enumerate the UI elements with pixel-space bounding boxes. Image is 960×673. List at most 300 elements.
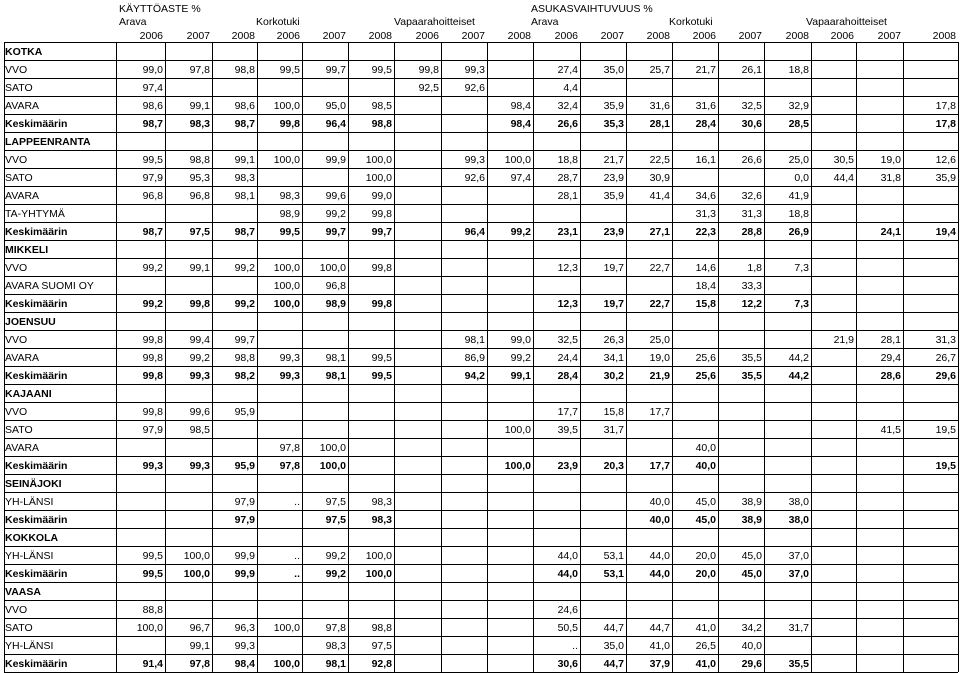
table-cell: 16,1 — [695, 154, 716, 166]
subgroup-header: Vapaarahoitteiset — [806, 16, 887, 28]
table-cell: 20,3 — [603, 460, 624, 472]
table-cell: 98,5 — [189, 424, 210, 436]
table-cell: 96,8 — [142, 190, 163, 202]
table-cell: 97,8 — [189, 64, 210, 76]
year-header: 2006 — [415, 30, 439, 42]
column-divider — [212, 42, 213, 672]
table-cell: 91,4 — [142, 658, 163, 670]
table-cell: 97,5 — [189, 226, 210, 238]
table-cell: 97,8 — [325, 622, 346, 634]
table-cell: 99,1 — [189, 262, 210, 274]
year-header: 2006 — [276, 30, 300, 42]
table-cell: 99,2 — [325, 208, 346, 220]
table-cell: 98,1 — [325, 352, 346, 364]
table-cell: 97,9 — [142, 172, 163, 184]
table-cell: 99,2 — [510, 352, 531, 364]
table-cell: 34,2 — [741, 622, 762, 634]
table-cell: 27,1 — [649, 226, 670, 238]
row-divider — [4, 96, 958, 97]
table-cell: 24,6 — [557, 604, 578, 616]
table-cell: 96,4 — [464, 226, 485, 238]
table-cell: 98,3 — [189, 118, 210, 130]
table-cell: 45,0 — [741, 550, 762, 562]
year-header: 2008 — [507, 30, 531, 42]
table-cell: 100,0 — [319, 460, 346, 472]
table-cell: 35,5 — [788, 658, 809, 670]
subgroup-header: Arava — [119, 16, 147, 28]
table-cell: 99,9 — [234, 568, 255, 580]
table-cell: 99,2 — [189, 352, 210, 364]
table-cell: 23,9 — [603, 226, 624, 238]
table-cell: 99,4 — [189, 334, 210, 346]
table-cell: 98,2 — [234, 370, 255, 382]
row-divider — [4, 348, 958, 349]
table-cell: 37,9 — [649, 658, 670, 670]
table-cell: 21,7 — [603, 154, 624, 166]
table-cell: 7,3 — [794, 298, 809, 310]
row-label: SATO — [5, 622, 33, 634]
table-cell: 99,5 — [142, 154, 163, 166]
table-cell: 12,2 — [741, 298, 762, 310]
table-cell: 39,5 — [557, 424, 578, 436]
table-cell: 17,7 — [649, 460, 670, 472]
table-cell: 22,7 — [649, 298, 670, 310]
table-cell: 99,3 — [464, 64, 485, 76]
table-cell: 38,9 — [741, 514, 762, 526]
table-cell: 44,2 — [788, 352, 809, 364]
table-cell: 98,7 — [234, 226, 255, 238]
table-cell: 34,1 — [603, 352, 624, 364]
column-divider — [348, 42, 349, 672]
table-cell: 22,3 — [695, 226, 716, 238]
table-cell: 99,1 — [189, 640, 210, 652]
table-cell: 98,9 — [325, 298, 346, 310]
table-cell: 35,9 — [935, 172, 956, 184]
table-cell: 92,6 — [464, 172, 485, 184]
table-cell: 98,1 — [325, 658, 346, 670]
row-divider — [4, 384, 958, 385]
row-label: AVARA — [5, 442, 40, 454]
table-cell: 44,0 — [557, 568, 578, 580]
table-cell: 99,0 — [510, 334, 531, 346]
table-cell: 30,5 — [833, 154, 854, 166]
total-row-label: Keskimäärin — [5, 370, 68, 382]
row-label: SATO — [5, 424, 33, 436]
table-cell: 45,0 — [695, 496, 716, 508]
table-cell: 23,1 — [557, 226, 578, 238]
row-label: AVARA SUOMI OY — [5, 280, 94, 292]
row-label: YH-LÄNSI — [5, 550, 54, 562]
table-cell: 99,5 — [279, 64, 300, 76]
table-cell: 100,0 — [183, 550, 210, 562]
table-cell: 20,0 — [695, 550, 716, 562]
table-cell: 26,3 — [603, 334, 624, 346]
row-divider — [4, 150, 958, 151]
section-header: VAASA — [5, 586, 41, 598]
table-cell: 99,7 — [234, 334, 255, 346]
table-cell: 100,0 — [273, 622, 300, 634]
column-divider — [811, 42, 812, 672]
table-cell: 98,8 — [234, 64, 255, 76]
row-label: VVO — [5, 64, 28, 76]
table-cell: 98,4 — [510, 118, 531, 130]
table-cell: 28,6 — [880, 370, 901, 382]
table-cell: 41,0 — [695, 658, 716, 670]
table-cell: 35,0 — [603, 64, 624, 76]
table-cell: 100,0 — [183, 568, 210, 580]
table-cell: 99,8 — [142, 352, 163, 364]
year-header: 2008 — [231, 30, 255, 42]
row-divider — [4, 456, 958, 457]
column-divider — [394, 42, 395, 672]
table-cell: 32,6 — [741, 190, 762, 202]
table-cell: 97,5 — [371, 640, 392, 652]
table-cell: 99,8 — [142, 406, 163, 418]
row-divider — [4, 654, 958, 655]
table-cell: 92,5 — [418, 82, 439, 94]
table-cell: 97,4 — [510, 172, 531, 184]
year-header: 2007 — [186, 30, 210, 42]
row-divider — [4, 510, 958, 511]
row-divider — [4, 132, 958, 133]
row-divider — [4, 402, 958, 403]
table-cell: 100,0 — [273, 262, 300, 274]
row-label: YH-LÄNSI — [5, 496, 54, 508]
table-cell: 23,9 — [557, 460, 578, 472]
total-row-label: Keskimäärin — [5, 658, 68, 670]
table-cell: 45,0 — [741, 568, 762, 580]
table-cell: 30,6 — [741, 118, 762, 130]
table-cell: 99,3 — [279, 370, 300, 382]
table-cell: 97,9 — [234, 514, 255, 526]
table-cell: 99,2 — [325, 550, 346, 562]
table-cell: 35,5 — [741, 370, 762, 382]
table-cell: 99,6 — [189, 406, 210, 418]
table-cell: 37,0 — [788, 568, 809, 580]
row-divider — [4, 168, 958, 169]
year-header: 2007 — [877, 30, 901, 42]
column-divider — [580, 42, 581, 672]
year-header: 2008 — [785, 30, 809, 42]
table-cell: 12,6 — [935, 154, 956, 166]
table-cell: 100,0 — [273, 154, 300, 166]
row-divider — [4, 240, 958, 241]
row-divider — [4, 294, 958, 295]
table-cell: 41,5 — [880, 424, 901, 436]
table-cell: 99,8 — [418, 64, 439, 76]
table-cell: 28,1 — [649, 118, 670, 130]
table-cell: 18,8 — [788, 208, 809, 220]
table-cell: 35,5 — [741, 352, 762, 364]
table-cell: 98,8 — [371, 622, 392, 634]
table-cell: 25,0 — [788, 154, 809, 166]
table-cell: 22,5 — [649, 154, 670, 166]
subgroup-header: Korkotuki — [256, 16, 300, 28]
table-cell: 99,9 — [325, 154, 346, 166]
table-cell: 31,8 — [880, 172, 901, 184]
table-cell: 98,6 — [142, 100, 163, 112]
table-cell: 1,8 — [747, 262, 762, 274]
column-divider — [672, 42, 673, 672]
table-cell: 26,6 — [741, 154, 762, 166]
table-cell: 98,8 — [371, 118, 392, 130]
table-cell: 31,7 — [788, 622, 809, 634]
table-cell: 97,9 — [234, 496, 255, 508]
table-cell: 99,8 — [142, 334, 163, 346]
table-cell: 99,2 — [142, 262, 163, 274]
column-divider — [718, 42, 719, 672]
table-cell: 30,2 — [603, 370, 624, 382]
year-header: 2008 — [932, 30, 956, 42]
section-header: LAPPEENRANTA — [5, 136, 91, 148]
section-header: MIKKELI — [5, 244, 49, 256]
table-cell: 98,1 — [325, 370, 346, 382]
row-divider — [4, 636, 958, 637]
table-cell: 44,2 — [788, 370, 809, 382]
row-label: AVARA — [5, 352, 40, 364]
table-cell: 96,7 — [189, 622, 210, 634]
row-divider — [4, 258, 958, 259]
column-divider — [4, 42, 5, 672]
section-header: KOTKA — [5, 46, 43, 58]
table-cell: 98,4 — [510, 100, 531, 112]
row-divider — [4, 474, 958, 475]
table-cell: .. — [294, 568, 300, 580]
table-cell: 17,7 — [557, 406, 578, 418]
column-divider — [487, 42, 488, 672]
row-label: VVO — [5, 262, 28, 274]
column-divider — [441, 42, 442, 672]
table-cell: 100,0 — [273, 280, 300, 292]
table-cell: 98,7 — [142, 118, 163, 130]
table-cell: .. — [294, 550, 300, 562]
table-cell: 98,7 — [142, 226, 163, 238]
row-divider — [4, 312, 958, 313]
table-cell: 100,0 — [273, 658, 300, 670]
table-cell: 100,0 — [319, 262, 346, 274]
table-cell: 99,2 — [234, 298, 255, 310]
table-cell: 99,3 — [189, 370, 210, 382]
table-cell: 100,0 — [365, 568, 392, 580]
group-header-asukasvaihtuvuus: ASUKASVAIHTUVUUS % — [531, 3, 653, 15]
table-cell: 99,8 — [279, 118, 300, 130]
table-cell: 19,0 — [880, 154, 901, 166]
table-cell: 95,3 — [189, 172, 210, 184]
table-cell: 96,8 — [189, 190, 210, 202]
table-cell: .. — [294, 496, 300, 508]
table-cell: 97,9 — [142, 424, 163, 436]
table-cell: 88,8 — [142, 604, 163, 616]
table-cell: 50,5 — [557, 622, 578, 634]
table-cell: 24,4 — [557, 352, 578, 364]
table-cell: 19,0 — [649, 352, 670, 364]
table-cell: 35,9 — [603, 100, 624, 112]
table-cell: 30,9 — [649, 172, 670, 184]
table-cell: 28,5 — [788, 118, 809, 130]
table-cell: 44,7 — [603, 622, 624, 634]
table-cell: 98,5 — [371, 100, 392, 112]
table-cell: 32,9 — [788, 100, 809, 112]
table-cell: 15,8 — [695, 298, 716, 310]
table-cell: 99,8 — [189, 298, 210, 310]
table-cell: 98,9 — [279, 208, 300, 220]
table-cell: 44,0 — [649, 568, 670, 580]
table-cell: 99,5 — [142, 550, 163, 562]
total-row-label: Keskimäärin — [5, 226, 68, 238]
table-cell: 98,4 — [234, 658, 255, 670]
table-cell: 100,0 — [136, 622, 163, 634]
row-label: SATO — [5, 172, 33, 184]
table-cell: 30,6 — [557, 658, 578, 670]
table-cell: 97,8 — [189, 658, 210, 670]
row-label: VVO — [5, 154, 28, 166]
table-cell: 99,3 — [142, 460, 163, 472]
section-header: KOKKOLA — [5, 532, 59, 544]
table-cell: 41,9 — [788, 190, 809, 202]
year-header: 2006 — [830, 30, 854, 42]
row-divider — [4, 276, 958, 277]
row-divider — [4, 546, 958, 547]
table-cell: 99,2 — [142, 298, 163, 310]
table-cell: 32,5 — [741, 100, 762, 112]
column-divider — [626, 42, 627, 672]
table-cell: 98,3 — [371, 496, 392, 508]
table-cell: 21,7 — [695, 64, 716, 76]
year-header: 2007 — [600, 30, 624, 42]
table-cell: 38,0 — [788, 514, 809, 526]
table-cell: 99,2 — [325, 568, 346, 580]
table-cell: 28,4 — [695, 118, 716, 130]
table-cell: 14,6 — [695, 262, 716, 274]
table-cell: 99,5 — [371, 64, 392, 76]
table-cell: 97,4 — [142, 82, 163, 94]
table-cell: 18,4 — [695, 280, 716, 292]
table-cell: 99,8 — [371, 298, 392, 310]
table-cell: 98,8 — [234, 352, 255, 364]
row-divider — [4, 60, 958, 61]
table-cell: 41,0 — [695, 622, 716, 634]
column-divider — [116, 42, 117, 672]
table-cell: 31,3 — [935, 334, 956, 346]
table-cell: 99,5 — [142, 568, 163, 580]
table-cell: 99,1 — [234, 154, 255, 166]
table-cell: 34,6 — [695, 190, 716, 202]
table-cell: 21,9 — [649, 370, 670, 382]
year-header: 2006 — [139, 30, 163, 42]
table-cell: 17,8 — [935, 100, 956, 112]
table-cell: 96,4 — [325, 118, 346, 130]
table-cell: 95,9 — [234, 406, 255, 418]
table-cell: 98,1 — [234, 190, 255, 202]
table-cell: 95,9 — [234, 460, 255, 472]
table-cell: 99,5 — [371, 352, 392, 364]
row-divider — [4, 582, 958, 583]
table-cell: 45,0 — [695, 514, 716, 526]
table-cell: 28,7 — [557, 172, 578, 184]
row-label: AVARA — [5, 100, 40, 112]
table-cell: 26,7 — [935, 352, 956, 364]
subgroup-header: Korkotuki — [669, 16, 713, 28]
table-cell: 29,6 — [741, 658, 762, 670]
row-divider — [4, 114, 958, 115]
table-cell: 44,0 — [557, 550, 578, 562]
row-divider — [4, 78, 958, 79]
table-cell: 31,6 — [649, 100, 670, 112]
column-divider — [302, 42, 303, 672]
table-cell: 99,8 — [371, 208, 392, 220]
table-cell: 4,4 — [563, 82, 578, 94]
table-cell: 31,3 — [741, 208, 762, 220]
year-header: 2008 — [368, 30, 392, 42]
table-cell: 96,3 — [234, 622, 255, 634]
table-cell: 53,1 — [603, 568, 624, 580]
table-cell: 99,1 — [189, 100, 210, 112]
table-cell: 98,1 — [464, 334, 485, 346]
table-cell: 18,8 — [788, 64, 809, 76]
table-cell: 26,9 — [788, 226, 809, 238]
table-cell: 31,6 — [695, 100, 716, 112]
row-divider — [4, 600, 958, 601]
table-cell: 100,0 — [365, 550, 392, 562]
table-cell: 97,5 — [325, 514, 346, 526]
total-row-label: Keskimäärin — [5, 298, 68, 310]
table-cell: 35,3 — [603, 118, 624, 130]
table-cell: 38,9 — [741, 496, 762, 508]
table-cell: 99,9 — [234, 550, 255, 562]
table-cell: 40,0 — [649, 514, 670, 526]
row-divider — [4, 420, 958, 421]
row-label: SATO — [5, 82, 33, 94]
table-cell: 100,0 — [504, 424, 531, 436]
table-cell: 92,8 — [371, 658, 392, 670]
table-cell: 37,0 — [788, 550, 809, 562]
table-cell: 44,0 — [649, 550, 670, 562]
row-divider — [4, 492, 958, 493]
column-divider — [533, 42, 534, 672]
table-cell: 99,8 — [142, 370, 163, 382]
table-cell: 99,2 — [510, 226, 531, 238]
section-header: KAJAANI — [5, 388, 52, 400]
table-cell: 26,1 — [741, 64, 762, 76]
table-cell: 40,0 — [695, 442, 716, 454]
group-header-kayttoaste: KÄYTTÖASTE % — [119, 3, 201, 15]
year-header: 2007 — [738, 30, 762, 42]
table-cell: 19,7 — [603, 298, 624, 310]
year-header: 2007 — [461, 30, 485, 42]
total-row-label: Keskimäärin — [5, 568, 68, 580]
table-cell: 22,7 — [649, 262, 670, 274]
table-cell: 31,7 — [603, 424, 624, 436]
table-cell: 98,6 — [234, 100, 255, 112]
table-cell: 95,0 — [325, 100, 346, 112]
table-cell: 53,1 — [603, 550, 624, 562]
table-cell: 35,9 — [603, 190, 624, 202]
table-cell: 40,0 — [741, 640, 762, 652]
row-divider — [4, 366, 958, 367]
table-cell: 99,3 — [279, 352, 300, 364]
table-cell: 0,0 — [794, 172, 809, 184]
table-cell: 32,4 — [557, 100, 578, 112]
table-cell: 99,3 — [234, 640, 255, 652]
table-cell: 29,6 — [935, 370, 956, 382]
table-cell: 19,5 — [935, 424, 956, 436]
table-cell: 44,4 — [833, 172, 854, 184]
table-cell: 33,3 — [741, 280, 762, 292]
column-divider — [958, 42, 959, 672]
year-header: 2006 — [554, 30, 578, 42]
table-cell: 40,0 — [649, 496, 670, 508]
row-divider — [4, 186, 958, 187]
